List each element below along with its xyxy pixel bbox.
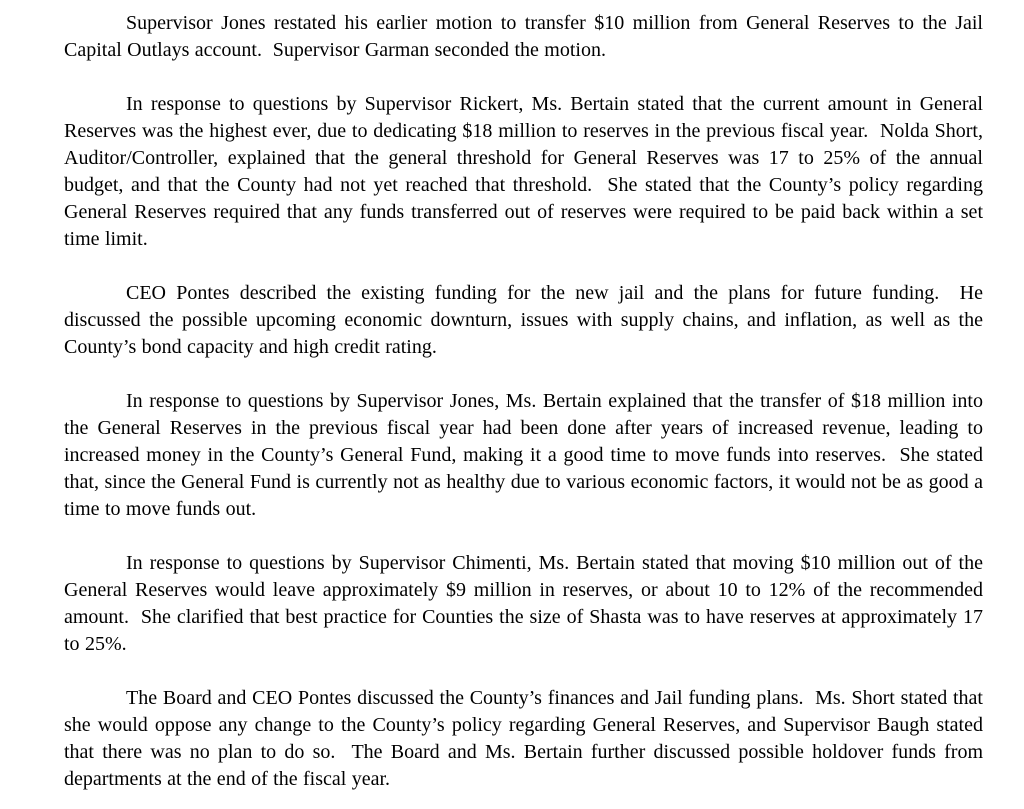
paragraph-motion-restated: Supervisor Jones restated his earlier motion to transfer $10 million from General Reserves to the Jail Capital Outlays account. Supervisor Garman seconded the motion. [64, 12, 989, 61]
paragraph-jones-questions: In response to questions by Supervisor Jones, Ms. Bertain explained that the transfer of $18 million into the General Reserves in the previous fiscal year had been done after years of increased revenue, leading to increased money in the County’s General Fund, making it a good time to move funds into reserves. She stated that, since the General Fund is currently not as healthy due to various economic factors, it would not be as good a time to move funds out. [64, 390, 989, 520]
paragraph-chimenti-questions: In response to questions by Supervisor Chimenti, Ms. Bertain stated that moving $10 million out of the General Reserves would leave approximately $9 million in reserves, or about 10 to 12% of the recommended amount. She clarified that best practice for Counties the size of Shasta was to have reserves at approximately 17 to 25%. [64, 552, 989, 655]
paragraph-ceo-funding: CEO Pontes described the existing funding for the new jail and the plans for future funding. He discussed the possible upcoming economic downturn, issues with supply chains, and inflation, as well as the County’s bond capacity and high credit rating. [64, 282, 989, 358]
paragraph-rickert-questions: In response to questions by Supervisor Rickert, Ms. Bertain stated that the current amount in General Reserves was the highest ever, due to dedicating $18 million to reserves in the previous fiscal year. Nolda Short, Auditor/Controller, explained that the general threshold for General Reserves was 17 to 25% of the annual budget, and that the County had not yet reached that threshold. She stated that the County’s policy regarding General Reserves required that any funds transferred out of reserves were required to be paid back within a set time limit. [64, 93, 989, 250]
paragraph-board-discussion: The Board and CEO Pontes discussed the County’s finances and Jail funding plans. Ms. Short stated that she would oppose any change to the County’s policy regarding General Reserves, and Supervisor Baugh stated that there was no plan to do so. The Board and Ms. Bertain further discussed possible holdover funds from departments at the end of the fiscal year. [64, 687, 989, 790]
